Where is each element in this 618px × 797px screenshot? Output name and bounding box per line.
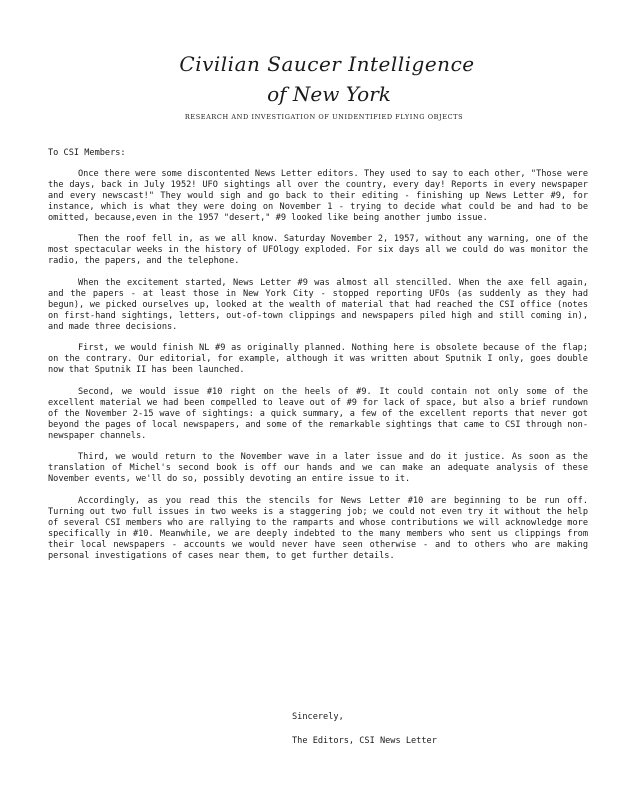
- paragraph-5: Second, we would issue #10 right on the heels of #9. It could contain not only some of the excellent material we had been compelled to leave out of #9 for lack of space, but also a brief rundown of the November 2-15 wave of sightings: a quick summary, a few of the excellent reports that never got beyond the pages of local newspapers, and some of the remarkable sightings that came to CSI through non-newspaper channels.: [48, 386, 588, 441]
- paragraph-4: First, we would finish NL #9 as originally planned. Nothing here is obsolete because of the flap; on the contrary. Our editorial, for example, although it was written about Sputnik I only, goes double now that Sputnik II has been launched.: [48, 343, 588, 376]
- organization-location: of New York: [267, 82, 391, 106]
- salutation: To CSI Members:: [48, 148, 126, 158]
- letterhead: [0, 52, 618, 121]
- organization-tagline: RESEARCH AND INVESTIGATION OF UNIDENTIFIED FLYING OBJECTS: [184, 113, 464, 121]
- organization-name: Civilian Saucer Intelligence: [179, 52, 475, 76]
- closing: Sincerely,: [292, 712, 344, 722]
- paragraph-7: Accordingly, as you read this the stencils for News Letter #10 are beginning to be run off. Turning out two full issues in two weeks is a staggering job; we could not even try it without the help of several CSI members who are rallying to the ramparts and whose contributions we will acknowledge more specifically in #10. Meanwhile, we are deeply indebted to the many members who sent us clippings from their local newspapers - accounts we would never have seen otherwise - and to others who are making personal investigations of cases near them, to get further details.: [48, 496, 588, 561]
- paragraph-6: Third, we would return to the November wave in a later issue and do it justice. As soon as the translation of Michel's second book is off our hands and we can make an adequate analysis of these November events, we'll do so, possibly devoting an entire issue to it.: [48, 452, 588, 485]
- paragraph-3: When the excitement started, News Letter #9 was almost all stencilled. When the axe fell again, and the papers - at least those in New York City - stopped reporting UFOs (as suddenly as they had begun), we picked ourselves up, looked at the wealth of material that had reached the CSI office (notes on first-hand sightings, letters, out-of-town clippings and newspapers piled high and still coming in), and made three decisions.: [48, 277, 588, 332]
- signature: The Editors, CSI News Letter: [292, 736, 437, 746]
- paragraph-2: Then the roof fell in, as we all know. Saturday November 2, 1957, without any warning, one of the most spectacular weeks in the history of UFOlogy exploded. For six days all we could do was monitor the radio, the papers, and the telephone.: [48, 234, 588, 267]
- paragraph-1: Once there were some discontented News Letter editors. They used to say to each other, "Those were the days, back in July 1952! UFO sightings all over the country, every day! Reports in every newspaper and every newscast!" They would sigh and go back to their editing - finishing up News Letter #9, for instance, which is what they were doing on November 1 - trying to decide what could be and had to be omitted, because,even in the 1957 "desert," #9 looked like being another jumbo issue.: [48, 168, 588, 223]
- letter-body: [48, 148, 588, 572]
